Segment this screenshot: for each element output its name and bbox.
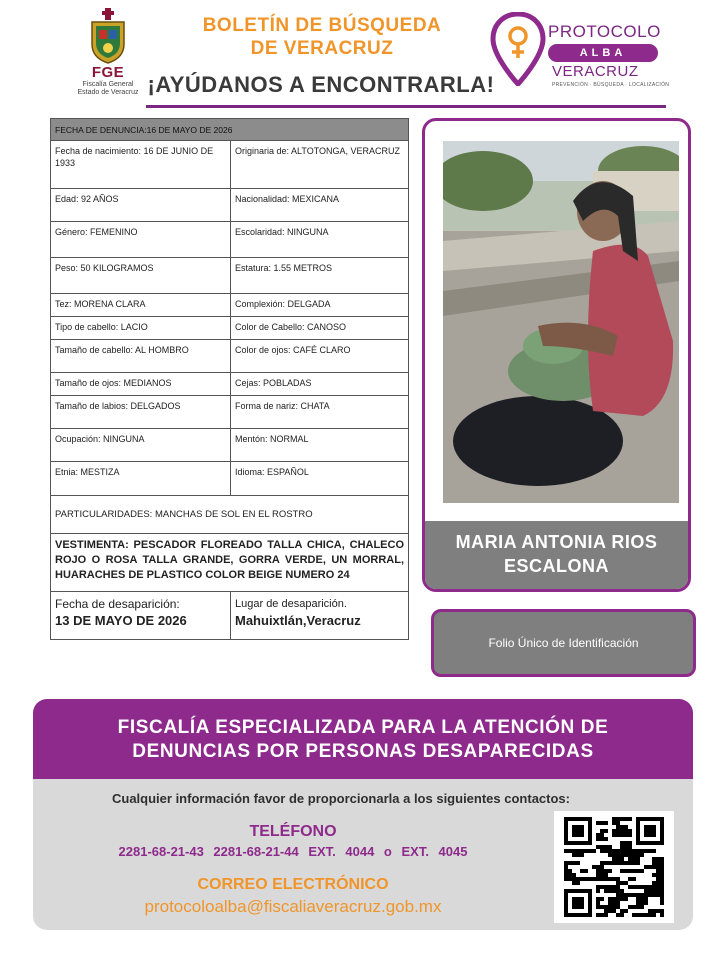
- disappearance-date-value: 13 DE MAYO DE 2026: [55, 613, 187, 628]
- alba-protocolo-text: PROTOCOLO: [548, 22, 661, 41]
- missing-person-photo: [443, 141, 679, 503]
- disappearance-place-value: Mahuixtlán,Veracruz: [235, 613, 361, 628]
- fge-state: Estado de Veracruz: [77, 89, 139, 96]
- hair-type-cell: Tipo de cabello: LACIO: [51, 317, 231, 340]
- alba-pill-text: ALBA: [579, 47, 627, 59]
- fge-name: Fiscalía General: [82, 81, 134, 88]
- bulletin-title-line1: BOLETÍN DE BÚSQUEDA: [202, 15, 442, 36]
- folio-label: Folio Único de Identificación: [488, 636, 639, 650]
- person-name-line2: ESCALONA: [503, 556, 609, 576]
- origin-cell: Originaria de: ALTOTONGA, VERACRUZ: [231, 141, 409, 189]
- language-cell: Idioma: ESPAÑOL: [231, 462, 409, 496]
- skin-tone-cell: Tez: MORENA CLARA: [51, 294, 231, 317]
- person-name: [425, 521, 688, 589]
- qr-code-icon: [564, 817, 664, 917]
- person-name-line1: MARIA ANTONIA RIOS: [455, 532, 658, 552]
- phone-numbers[interactable]: 2281-68-21-43 2281-68-21-44 EXT. 4044 o EXT. 4045: [118, 844, 468, 859]
- photo-illustration: [443, 141, 679, 503]
- height-cell: Estatura: 1.55 METROS: [231, 258, 409, 294]
- fge-logo: [70, 8, 146, 97]
- agency-line1: FISCALÍA ESPECIALIZADA PARA LA ATENCIÓN DE: [117, 717, 609, 738]
- contact-prompt: Cualquier información favor de proporcionarla a los siguientes contactos:: [112, 791, 570, 806]
- agency-line2: DENUNCIAS POR PERSONAS DESAPARECIDAS: [132, 741, 594, 762]
- nose-cell: Forma de nariz: CHATA: [231, 396, 409, 429]
- location-pin-female-icon: [490, 12, 546, 86]
- age-cell: Edad: 92 AÑOS: [51, 189, 231, 222]
- chin-cell: Mentón: NORMAL: [231, 429, 409, 462]
- protocolo-alba-logo: [490, 10, 670, 90]
- bulletin-subtitle: ¡AYÚDANOS A ENCONTRARLA!: [147, 72, 495, 97]
- particular-marks: PARTICULARIDADES: MANCHAS DE SOL EN EL ROSTRO: [51, 496, 409, 534]
- alba-tagline: PREVENCIÓN · BÚSQUEDA · LOCALIZACIÓN: [552, 82, 670, 88]
- person-details-table: [50, 118, 409, 640]
- veracruz-shield-icon: [86, 8, 130, 64]
- bulletin-title-line2: DE VERACRUZ: [250, 38, 394, 59]
- hair-length-cell: Tamaño de cabello: AL HOMBRO: [51, 340, 231, 373]
- lips-cell: Tamaño de labios: DELGADOS: [51, 396, 231, 429]
- header-divider: [146, 105, 666, 108]
- disappearance-date-label: Fecha de desaparición:: [55, 597, 180, 611]
- disappearance-date-cell: [51, 592, 231, 640]
- qr-code[interactable]: [554, 811, 674, 923]
- eye-color-cell: Color de ojos: CAFÉ CLARO: [231, 340, 409, 373]
- hair-color-cell: Color de Cabello: CANOSO: [231, 317, 409, 340]
- clothing-description: VESTIMENTA: PESCADOR FLOREADO TALLA CHICA, CHALECO ROJO O ROSA TALLA GRANDE, GORRA VERDE, UN MORRAL, HUARACHES DE PLASTICO COLOR BEIGE NUMERO 24: [51, 534, 409, 592]
- gender-cell: Género: FEMENINO: [51, 222, 231, 258]
- weight-cell: Peso: 50 KILOGRAMOS: [51, 258, 231, 294]
- complaint-date: FECHA DE DENUNCIA:16 DE MAYO DE 2026: [51, 119, 409, 141]
- phone-label: TELÉFONO: [249, 823, 337, 840]
- contact-panel: [33, 779, 693, 930]
- fge-abbr: FGE: [91, 64, 125, 81]
- birth-date-cell: Fecha de nacimiento: 16 DE JUNIO DE 1933: [51, 141, 231, 189]
- folio-box: [431, 609, 696, 677]
- eyebrows-cell: Cejas: POBLADAS: [231, 373, 409, 396]
- alba-veracruz-text: VERACRUZ: [552, 63, 639, 80]
- build-cell: Complexión: DELGADA: [231, 294, 409, 317]
- email-label: CORREO ELECTRÓNICO: [197, 876, 389, 893]
- eye-size-cell: Tamaño de ojos: MEDIANOS: [51, 373, 231, 396]
- email-link[interactable]: protocoloalba@fiscaliaveracruz.gob.mx: [144, 897, 442, 916]
- ethnicity-cell: Etnia: MESTIZA: [51, 462, 231, 496]
- alba-pill: [548, 44, 658, 62]
- photo-card: [422, 118, 691, 592]
- occupation-cell: Ocupación: NINGUNA: [51, 429, 231, 462]
- disappearance-place-cell: [231, 592, 409, 640]
- disappearance-place-label: Lugar de desaparición.: [235, 598, 347, 610]
- nationality-cell: Nacionalidad: MEXICANA: [231, 189, 409, 222]
- schooling-cell: Escolaridad: NINGUNA: [231, 222, 409, 258]
- bulletin-title: [172, 14, 472, 60]
- agency-banner: [33, 699, 693, 779]
